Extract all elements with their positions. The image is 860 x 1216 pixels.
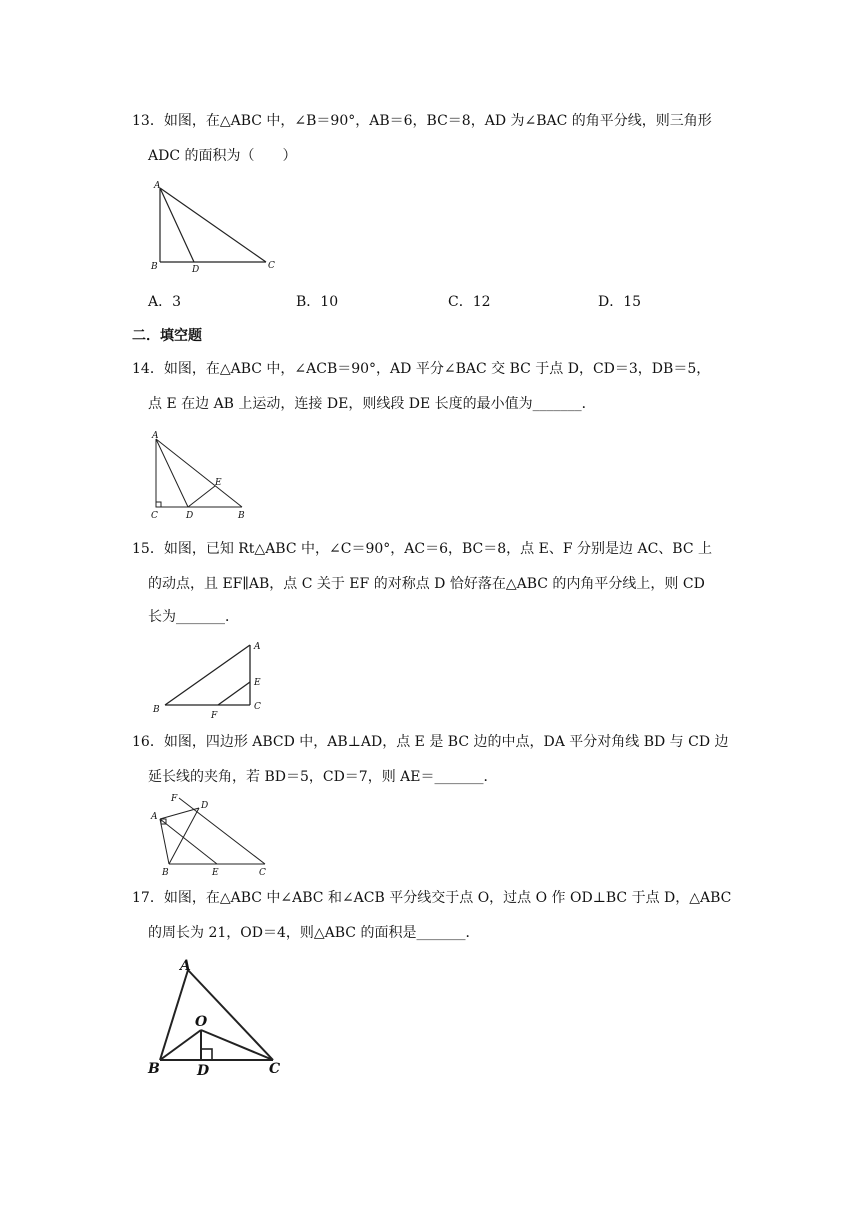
q14-line1: 14．如图，在△ABC 中，∠ACB＝90°，AD 平分∠BAC 交 BC 于点 D，CD＝3，DB＝5，: [132, 361, 711, 377]
q16-label-d: D: [201, 801, 209, 811]
q16-figure: [145, 793, 275, 883]
q15-label-b: B: [153, 705, 160, 715]
section-heading: 二．填空题: [132, 328, 202, 344]
q14-label-e: E: [215, 478, 222, 488]
q16-line1: 16．如图，四边形 ABCD 中，AB⊥AD，点 E 是 BC 边的中点，DA 平分对角线 BD 与 CD 边: [132, 734, 729, 750]
q14-label-b: B: [238, 511, 245, 521]
q13-label-b: B: [151, 262, 158, 272]
q14-label-c: C: [151, 511, 158, 521]
q16-label-c: C: [259, 868, 266, 878]
q15-label-f: F: [211, 711, 218, 721]
q13-label-d: D: [192, 265, 200, 275]
q15-line2: 的动点，且 EF∥AB，点 C 关于 EF 的对称点 D 恰好落在△ABC 的内角平分线上，则 CD: [148, 576, 705, 592]
q13-option-c[interactable]: C．12: [448, 294, 491, 310]
q13-line1: 13．如图，在△ABC 中，∠B＝90°，AB＝6，BC＝8，AD 为∠BAC 的角平分线，则三角形: [132, 113, 712, 129]
q17-line1: 17．如图，在△ABC 中∠ABC 和∠ACB 平分线交于点 O，过点 O 作 OD⊥BC 于点 D，△ABC: [132, 890, 732, 906]
q13-label-c: C: [268, 261, 275, 271]
q17-label-a: A: [180, 958, 191, 974]
q15-figure: [145, 635, 275, 725]
q13-line2: ADC 的面积为（ ）: [148, 148, 297, 164]
q15-label-a: A: [254, 642, 261, 652]
q14-label-a: A: [152, 431, 159, 441]
q13-option-d[interactable]: D．15: [598, 294, 642, 310]
q17-label-d: D: [197, 1063, 210, 1079]
q16-label-e: E: [212, 868, 219, 878]
q14-line2: 点 E 在边 AB 上运动，连接 DE，则线段 DE 长度的最小值为_______．: [148, 396, 596, 412]
q16-label-b: B: [162, 868, 169, 878]
q17-label-b: B: [148, 1061, 160, 1077]
q16-label-f: F: [171, 794, 178, 804]
q16-label-a: A: [151, 812, 158, 822]
q15-label-c: C: [254, 702, 261, 712]
q17-figure: [143, 950, 288, 1080]
q17-label-o: O: [195, 1014, 208, 1030]
q15-label-e: E: [254, 678, 261, 688]
q14-label-d: D: [186, 511, 194, 521]
q16-line2: 延长线的夹角，若 BD＝5，CD＝7，则 AE＝_______．: [148, 769, 498, 785]
q13-figure: [140, 175, 290, 275]
q17-line2: 的周长为 21，OD＝4，则△ABC 的面积是_______．: [148, 925, 480, 941]
q14-figure: [140, 425, 260, 525]
q15-line1: 15．如图，已知 Rt△ABC 中，∠C＝90°，AC＝6，BC＝8，点 E、F 分别是边 AC、BC 上: [132, 541, 712, 557]
q17-label-c: C: [269, 1061, 281, 1077]
q13-option-b[interactable]: B．10: [296, 294, 339, 310]
q13-option-a[interactable]: A．3: [148, 294, 182, 310]
q15-line3: 长为_______．: [148, 609, 239, 625]
q13-label-a: A: [154, 181, 161, 191]
